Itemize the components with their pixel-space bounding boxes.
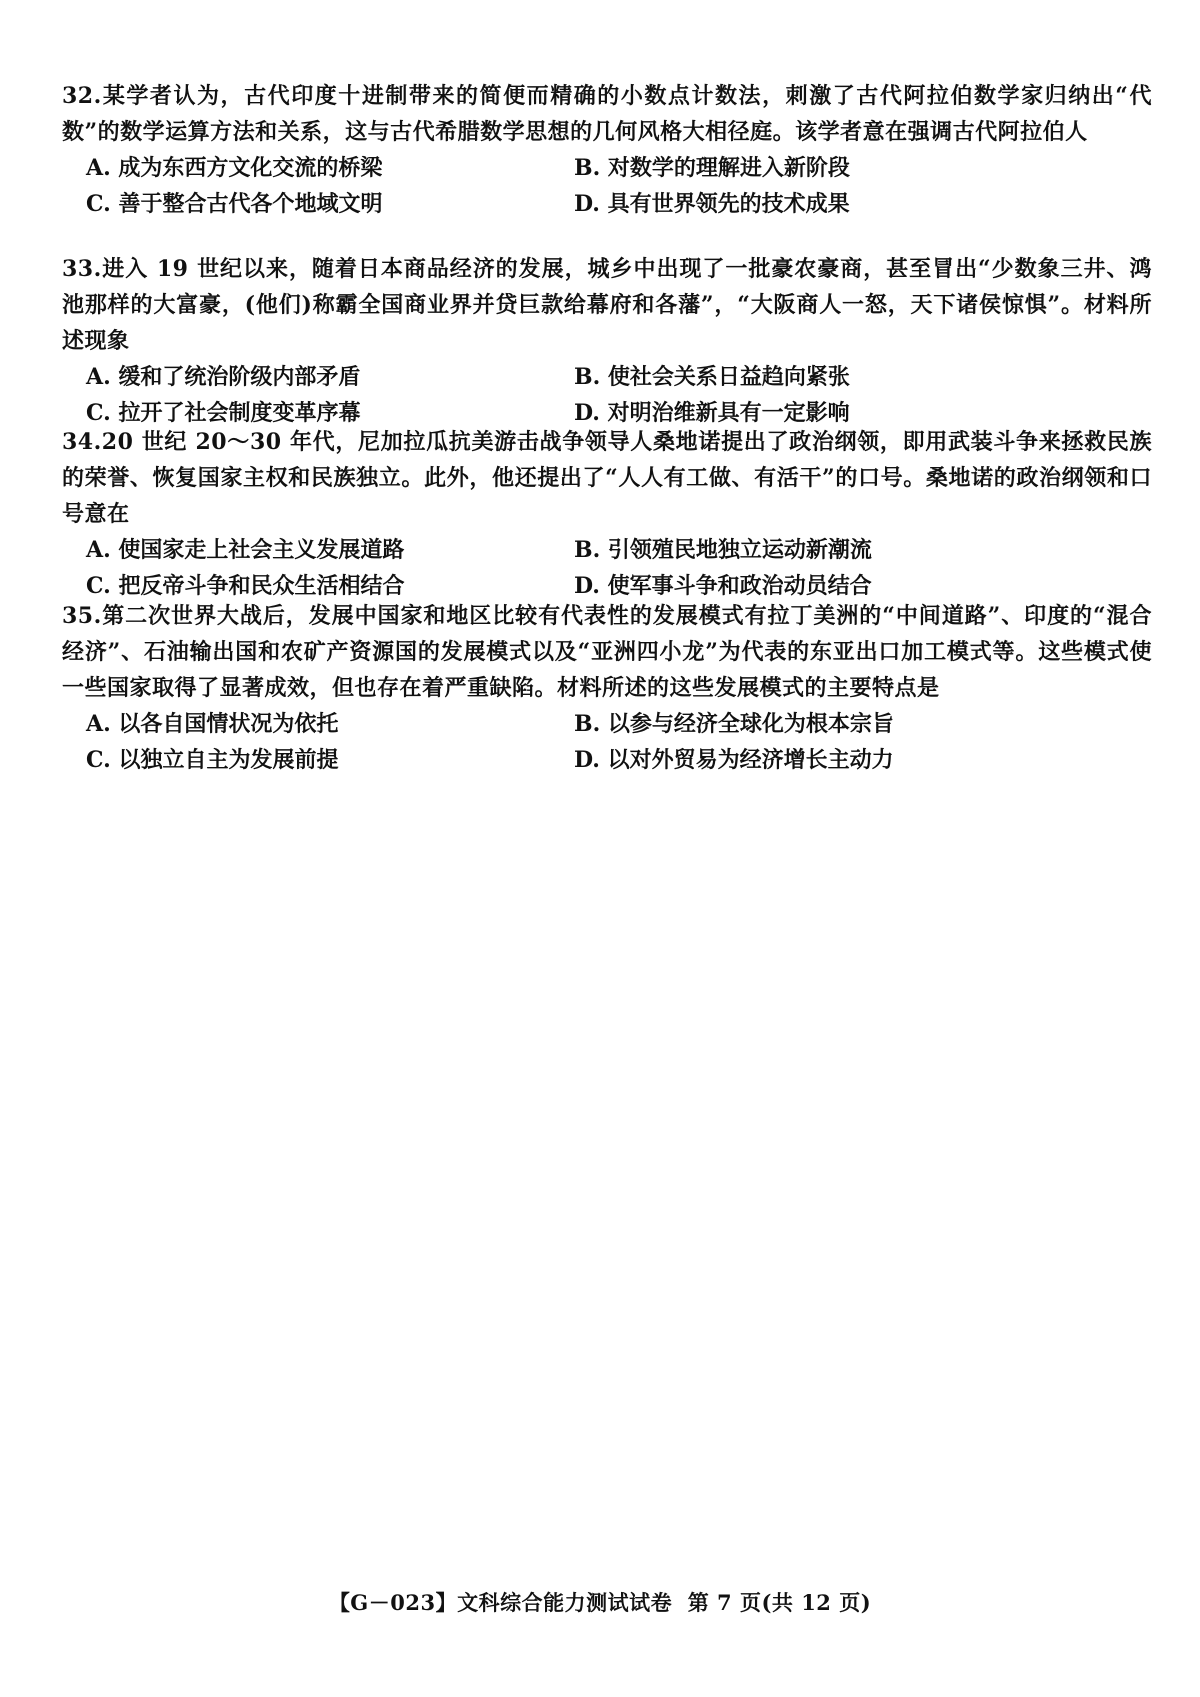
question-stem	[62, 598, 1152, 706]
question-number: 35.	[62, 603, 102, 629]
question-text: 进入 19 世纪以来，随着日本商品经济的发展，城乡中出现了一批豪农豪商，甚至冒出“少数象三井、鸿池那样的大富豪，(他们)称霸全国商业界并贷巨款给幕府和各藩”，“大阪商人一怒，天下诸侯惊惧”。材料所述现象	[62, 256, 1152, 354]
exam-code: 【G－023】	[328, 1590, 458, 1615]
option-b[interactable]: B. 使社会关系日益趋向紧张	[574, 364, 850, 390]
exam-title: 文科综合能力测试试卷	[457, 1590, 673, 1615]
page-footer	[0, 1587, 1200, 1617]
question-stem	[62, 78, 1152, 150]
question-number: 34.	[62, 429, 102, 455]
option-b[interactable]: B. 引领殖民地独立运动新潮流	[574, 537, 872, 563]
option-c[interactable]: C. 以独立自主为发展前提	[86, 747, 339, 773]
question-text: 第二次世界大战后，发展中国家和地区比较有代表性的发展模式有拉丁美洲的“中间道路”、印度的“混合经济”、石油输出国和农矿产资源国的发展模式以及“亚洲四小龙”为代表的东亚出口加工模式等。这些模式使一些国家取得了显著成效，但也存在着严重缺陷。材料所述的这些发展模式的主要特点是	[62, 603, 1152, 701]
question-32	[62, 78, 1152, 222]
question-33	[62, 251, 1152, 431]
question-text: 某学者认为，古代印度十进制带来的简便而精确的小数点计数法，刺激了古代阿拉伯数学家归纳出“代数”的数学运算方法和关系，这与古代希腊数学思想的几何风格大相径庭。该学者意在强调古代阿拉伯人	[62, 83, 1152, 145]
footer-spacer	[672, 1590, 688, 1615]
options-grid	[86, 359, 1152, 431]
question-text: 20 世纪 20～30 年代，尼加拉瓜抗美游击战争领导人桑地诺提出了政治纲领，即用武装斗争来拯救民族的荣誉、恢复国家主权和民族独立。此外，他还提出了“人人有工做、有活干”的口号。桑地诺的政治纲领和口号意在	[62, 429, 1152, 527]
option-a[interactable]: A. 缓和了统治阶级内部矛盾	[86, 364, 361, 390]
page-number: 第 7 页(共 12 页)	[687, 1590, 872, 1615]
question-34	[62, 424, 1152, 604]
options-grid	[86, 150, 1152, 222]
options-grid	[86, 706, 1152, 778]
options-grid	[86, 532, 1152, 604]
option-a[interactable]: A. 以各自国情状况为依托	[86, 711, 339, 737]
question-number: 33.	[62, 256, 102, 282]
option-c[interactable]: C. 拉开了社会制度变革序幕	[86, 400, 361, 426]
question-stem	[62, 424, 1152, 532]
question-35	[62, 598, 1152, 778]
option-b[interactable]: B. 对数学的理解进入新阶段	[574, 155, 850, 181]
option-c[interactable]: C. 善于整合古代各个地域文明	[86, 191, 383, 217]
option-c[interactable]: C. 把反帝斗争和民众生活相结合	[86, 573, 405, 599]
question-stem	[62, 251, 1152, 359]
option-a[interactable]: A. 成为东西方文化交流的桥梁	[86, 155, 383, 181]
option-d[interactable]: D. 具有世界领先的技术成果	[574, 191, 850, 217]
option-d[interactable]: D. 对明治维新具有一定影响	[574, 400, 850, 426]
question-number: 32.	[62, 83, 102, 109]
option-b[interactable]: B. 以参与经济全球化为根本宗旨	[574, 711, 894, 737]
option-d[interactable]: D. 使军事斗争和政治动员结合	[574, 573, 872, 599]
option-a[interactable]: A. 使国家走上社会主义发展道路	[86, 537, 405, 563]
option-d[interactable]: D. 以对外贸易为经济增长主动力	[574, 747, 894, 773]
